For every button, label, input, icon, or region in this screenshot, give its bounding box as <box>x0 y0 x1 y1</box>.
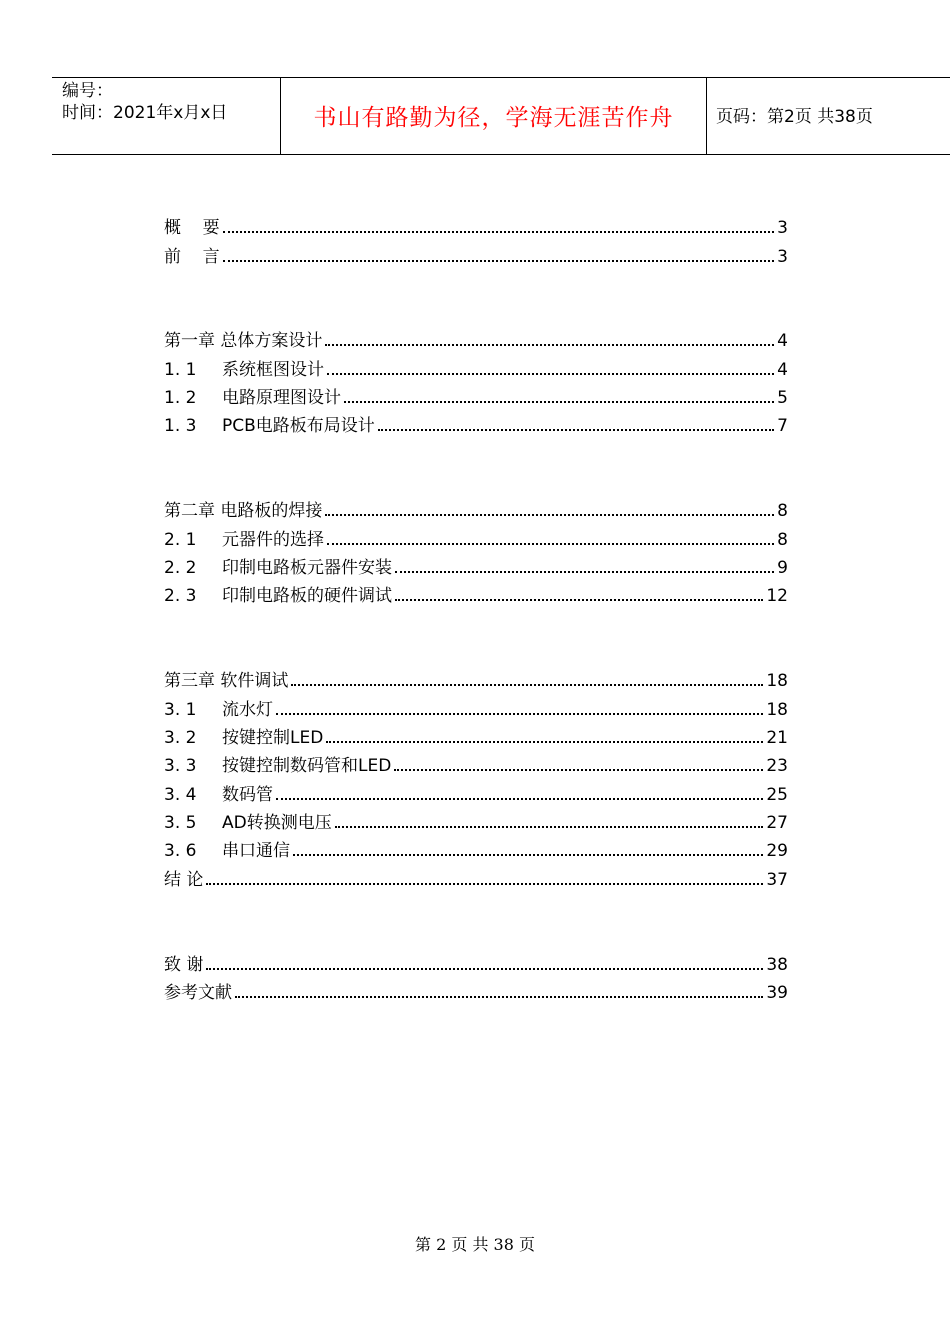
toc-dot-leader <box>291 682 763 686</box>
toc-entry[interactable] <box>164 554 788 582</box>
toc-entry-number: 3. 6 <box>164 841 197 861</box>
toc-entry-number: 2. 2 <box>164 558 197 578</box>
document-number-label: 编号： <box>62 81 113 101</box>
toc-entry[interactable] <box>164 497 788 525</box>
toc-entry[interactable] <box>164 356 788 384</box>
toc-entry-number: 1. 1 <box>164 360 197 380</box>
toc-dot-leader <box>223 229 775 233</box>
toc-entry-page: 21 <box>766 728 788 748</box>
toc-dot-leader <box>378 427 774 431</box>
toc-entry-number: 2. 1 <box>164 530 197 550</box>
toc-dot-leader <box>394 767 763 771</box>
header-page-info: 页码：第2页 共38页 <box>716 107 873 127</box>
toc-entry-title: 串口通信 <box>222 841 290 861</box>
toc-entry[interactable] <box>164 951 788 979</box>
toc-entry[interactable] <box>164 243 788 271</box>
toc-entry-page: 12 <box>766 586 788 606</box>
toc-entry-title: 印制电路板的硬件调试 <box>222 586 392 606</box>
toc-dot-leader <box>335 824 764 828</box>
toc-entry-page: 18 <box>766 700 788 720</box>
toc-entry-title: 数码管 <box>222 785 273 805</box>
toc-entry-page: 9 <box>777 558 788 578</box>
toc-entry-number: 3. 2 <box>164 728 197 748</box>
header-divider <box>706 77 707 155</box>
toc-dot-leader <box>276 796 763 800</box>
toc-entry-title: PCB电路板布局设计 <box>222 416 375 436</box>
toc-entry[interactable] <box>164 327 788 355</box>
toc-entry-title: 致 谢 <box>164 955 204 975</box>
toc-entry-number: 3. 4 <box>164 785 197 805</box>
toc-entry-title: 前 言 <box>164 247 220 267</box>
header-motto: 书山有路勤为径，学海无涯苦作舟 <box>313 105 674 131</box>
toc-entry-title: 结 论 <box>164 870 204 890</box>
toc-entry-number: 3. 1 <box>164 700 197 720</box>
toc-entry-page: 8 <box>777 501 788 521</box>
toc-entry-page: 7 <box>777 416 788 436</box>
toc-entry-title: 第一章 总体方案设计 <box>164 331 323 351</box>
toc-entry-title: 参考文献 <box>164 983 232 1003</box>
toc-entry-number: 1. 2 <box>164 388 197 408</box>
toc-dot-leader <box>395 597 763 601</box>
toc-entry-page: 23 <box>766 756 788 776</box>
toc-entry-page: 38 <box>766 955 788 975</box>
toc-entry-title: 第三章 软件调试 <box>164 671 289 691</box>
toc-entry-number: 3. 5 <box>164 813 197 833</box>
toc-entry[interactable] <box>164 412 788 440</box>
toc-dot-leader <box>344 399 774 403</box>
toc-entry-page: 3 <box>777 247 788 267</box>
toc-entry[interactable] <box>164 866 788 894</box>
toc-entry-number: 2. 3 <box>164 586 197 606</box>
toc-entry-title: 按键控制LED <box>222 728 324 748</box>
toc-entry[interactable] <box>164 809 788 837</box>
toc-entry-page: 4 <box>777 331 788 351</box>
toc-entry-title: 按键控制数码管和LED <box>222 756 392 776</box>
toc-entry-page: 29 <box>766 841 788 861</box>
toc-entry-title: 第二章 电路板的焊接 <box>164 501 323 521</box>
toc-entry-number: 1. 3 <box>164 416 197 436</box>
toc-entry[interactable] <box>164 837 788 865</box>
toc-dot-leader <box>206 881 763 885</box>
toc-entry-page: 39 <box>766 983 788 1003</box>
page-footer: 第 2 页 共 38 页 <box>415 1235 535 1254</box>
toc-entry-number: 3. 3 <box>164 756 197 776</box>
toc-entry[interactable] <box>164 696 788 724</box>
toc-entry[interactable] <box>164 752 788 780</box>
toc-dot-leader <box>325 342 774 346</box>
toc-entry-title: 概 要 <box>164 218 220 238</box>
header-top-rule <box>52 77 950 78</box>
header-bottom-rule <box>52 154 950 155</box>
toc-entry[interactable] <box>164 979 788 1007</box>
toc-entry[interactable] <box>164 724 788 752</box>
toc-dot-leader <box>327 371 774 375</box>
toc-entry-page: 8 <box>777 530 788 550</box>
toc-entry[interactable] <box>164 582 788 610</box>
toc-dot-leader <box>293 852 763 856</box>
toc-entry[interactable] <box>164 384 788 412</box>
toc-entry-title: AD转换测电压 <box>222 813 332 833</box>
toc-entry[interactable] <box>164 526 788 554</box>
toc-entry-page: 27 <box>766 813 788 833</box>
toc-dot-leader <box>276 711 763 715</box>
toc-entry-page: 3 <box>777 218 788 238</box>
toc-entry[interactable] <box>164 214 788 242</box>
toc-entry-page: 4 <box>777 360 788 380</box>
toc-entry-page: 25 <box>766 785 788 805</box>
toc-entry-page: 18 <box>766 671 788 691</box>
toc-dot-leader <box>206 966 763 970</box>
toc-entry-title: 元器件的选择 <box>222 530 324 550</box>
toc-entry-title: 电路原理图设计 <box>222 388 341 408</box>
toc-dot-leader <box>395 569 774 573</box>
toc-entry[interactable] <box>164 781 788 809</box>
toc-dot-leader <box>235 994 763 998</box>
toc-entry[interactable] <box>164 667 788 695</box>
toc-entry-page: 5 <box>777 388 788 408</box>
toc-entry-title: 系统框图设计 <box>222 360 324 380</box>
toc-dot-leader <box>223 258 775 262</box>
toc-dot-leader <box>326 739 763 743</box>
document-time-label: 时间：2021年x月x日 <box>62 103 228 123</box>
toc-entry-title: 印制电路板元器件安装 <box>222 558 392 578</box>
toc-entry-title: 流水灯 <box>222 700 273 720</box>
toc-dot-leader <box>325 512 774 516</box>
toc-entry-page: 37 <box>766 870 788 890</box>
toc-dot-leader <box>327 541 774 545</box>
